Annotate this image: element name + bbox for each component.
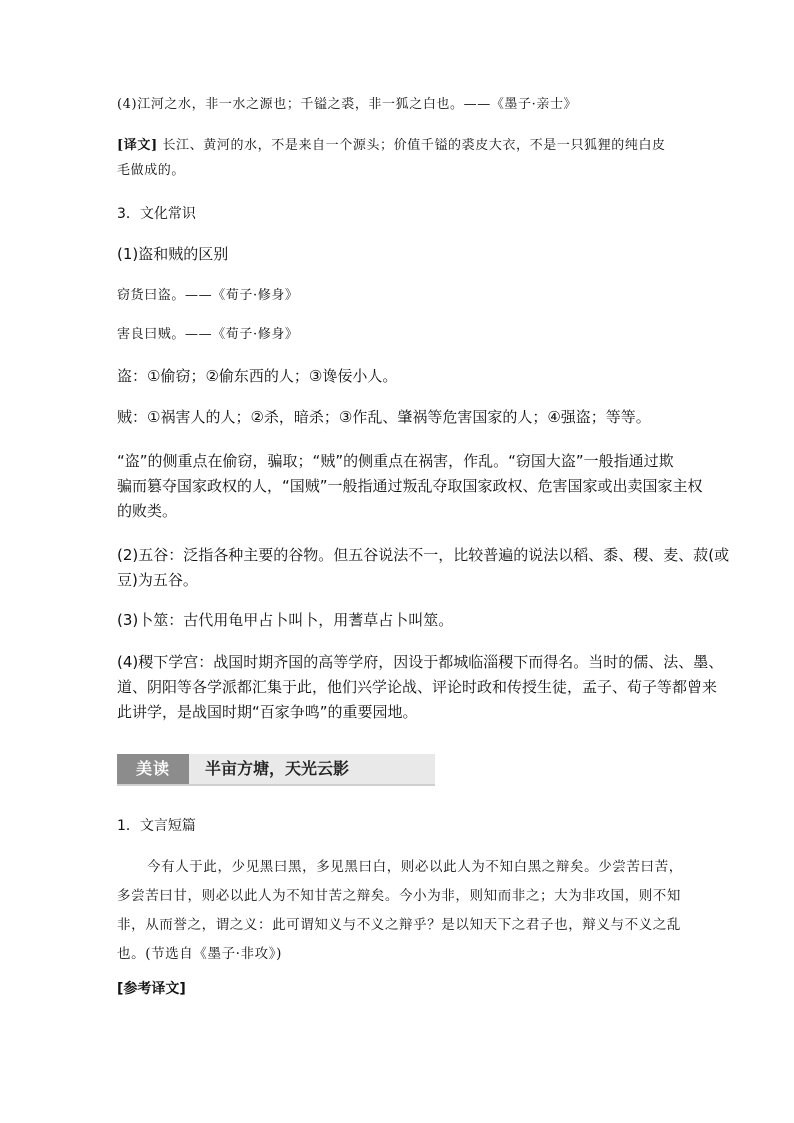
passage-line: 非，从而誉之，谓之义：此可谓知义与不义之辩乎？是以知天下之君子也，辩义与不义之乱 — [117, 917, 681, 933]
translation-line-1 — [117, 135, 666, 157]
wugu-line: 豆)为五谷。 — [117, 571, 198, 589]
banner-title: 半亩方塘，天光云影 — [205, 759, 350, 778]
explain-line: 的败类。 — [117, 502, 178, 520]
banner-tag: 美读 — [117, 754, 189, 784]
reading-heading: 1．文言短篇 — [117, 818, 196, 834]
explain-line: “盗”的侧重点在偷窃，骗取；“贼”的侧重点在祸害，作乱。“窃国大盗”一般指通过欺 — [117, 452, 674, 470]
jixia-line: (4)稷下学宫：战国时期齐国的高等学府，因设于都城临淄稷下而得名。当时的儒、法、墨、 — [117, 653, 724, 671]
jixia-line: 此讲学，是战国时期“百家争鸣”的重要园地。 — [117, 703, 418, 721]
passage-line: 也。(节选自《墨子·非攻》) — [117, 946, 282, 962]
jixia-line: 道、阴阳等各学派都汇集于此，他们兴学论战、评论时政和传授生徒，孟子、荀子等都曾来 — [117, 678, 718, 696]
translation-label: [译文] — [117, 138, 158, 153]
translation-line-2: 毛做成的。 — [117, 163, 186, 178]
wugu-line: (2)五谷：泛指各种主要的谷物。但五谷说法不一，比较普遍的说法以稻、黍、稷、麦、菽(或 — [117, 546, 730, 564]
jixia-paragraph — [117, 650, 724, 725]
translation-text-1: 长江、黄河的水，不是来自一个源头；价值千镒的裘皮大衣，不是一只狐狸的纯白皮 — [162, 138, 666, 153]
xunzi-quote-1: 窃货曰盗。——《荀子·修身》 — [117, 288, 299, 303]
dao-definition: 盗：①偷窃；②偷东西的人；③谗佞小人。 — [117, 367, 398, 385]
passage-line: 今有人于此，少见黑曰黑，多见黑曰白，则必以此人为不知白黑之辩矣。少尝苦曰苦， — [147, 859, 683, 875]
wugu-paragraph — [117, 543, 730, 593]
zei-definition: 贼：①祸害人的人；②杀，暗杀；③作乱、肇祸等危害国家的人；④强盗；等等。 — [117, 408, 651, 426]
xunzi-quote-2: 害良曰贼。——《荀子·修身》 — [117, 327, 299, 342]
culture-sub-1: (1)盗和贼的区别 — [117, 245, 229, 263]
culture-heading: 3．文化常识 — [117, 206, 196, 222]
dao-zei-explanation — [117, 449, 703, 524]
classical-passage — [117, 853, 683, 969]
quote-mozi-qinshi: (4)江河之水，非一水之源也；千镒之裘，非一狐之白也。——《墨子·亲士》 — [117, 97, 578, 112]
section-banner — [117, 754, 435, 786]
explain-line: 骗而篡夺国家政权的人，“国贼”一般指通过叛乱夺取国家政权、危害国家或出卖国家主权 — [117, 477, 703, 495]
reference-translation-label: [参考译文] — [117, 981, 186, 997]
bushi-paragraph: (3)卜筮：古代用龟甲占卜叫卜，用蓍草占卜叫筮。 — [117, 611, 454, 629]
passage-line: 多尝苦曰甘，则必以此人为不知甘苦之辩矣。今小为非，则知而非之；大为非攻国，则不知 — [117, 888, 681, 904]
